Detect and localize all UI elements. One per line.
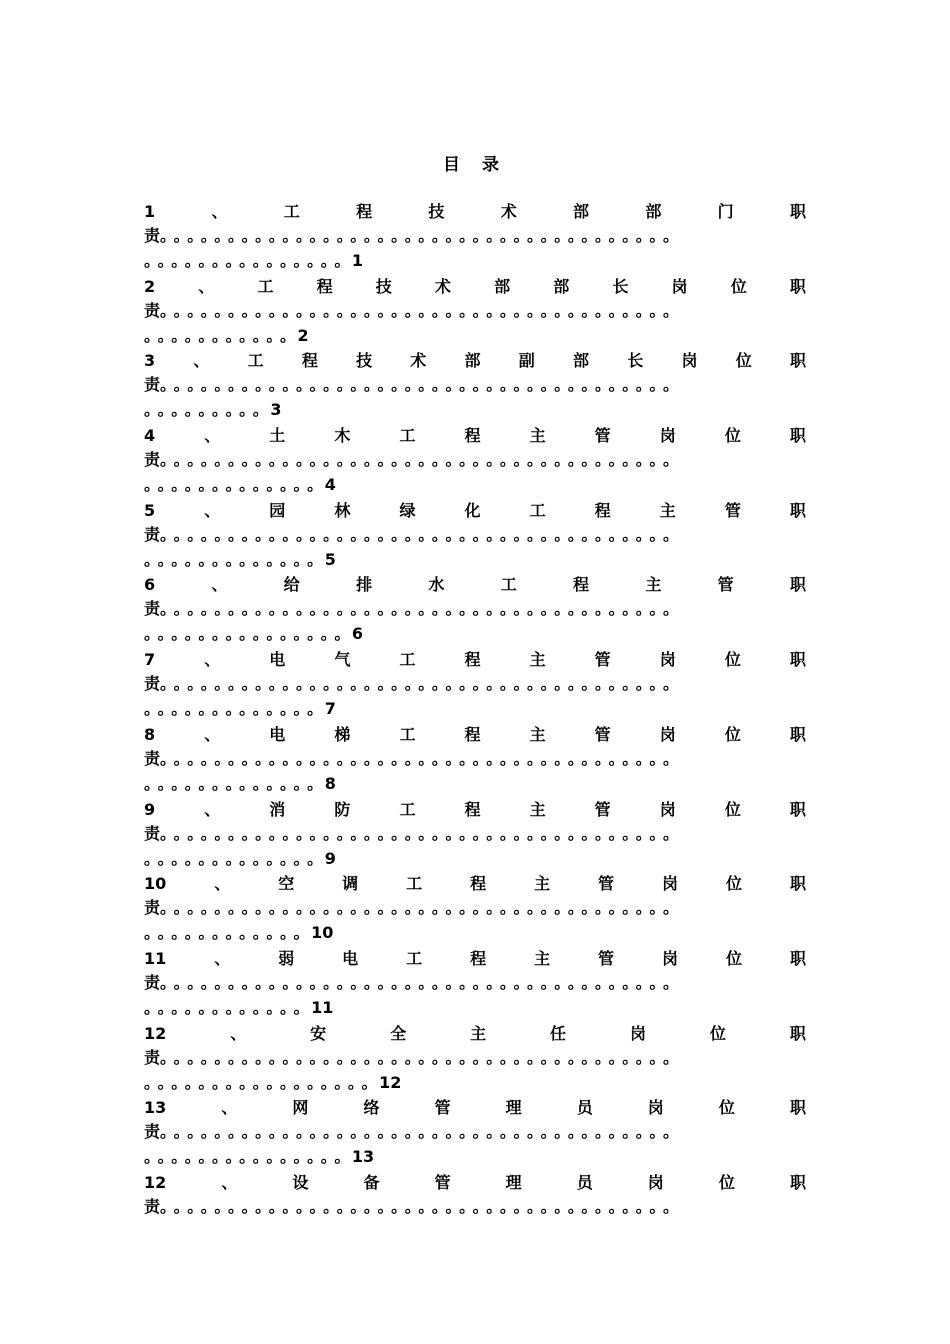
toc-entry-page-line: 。。。。。。。。。。。。。8 <box>144 771 806 797</box>
toc-entry-separator: 、 <box>193 351 210 371</box>
toc-entry-number: 5 <box>144 500 156 520</box>
toc-entry-char: 程 <box>464 650 481 670</box>
toc-entry-page-line: 。。。。。。。。。。。。。。。6 <box>144 621 806 647</box>
toc-entry-leader <box>144 224 806 248</box>
toc-entry-char: 技 <box>375 276 392 296</box>
toc-entry-char: 排 <box>356 575 373 595</box>
toc-entry-heading <box>144 798 806 822</box>
toc-entry-char: 职 <box>789 948 806 968</box>
toc-entry-tail: 责 <box>144 823 161 843</box>
toc-entry-char: 职 <box>789 202 806 221</box>
toc-entry-leader <box>144 448 806 472</box>
toc-entry-char: 管 <box>594 724 611 744</box>
toc-entry-page-line: 。。。。。。。。。。。。10 <box>144 920 806 946</box>
toc-entry[interactable] <box>144 349 806 424</box>
toc-entry-heading <box>144 573 806 597</box>
toc-entry-page-line: 。。。。。。。。。。。。。4 <box>144 472 806 498</box>
toc-entry-page-line: 。。。。。。。。。。。。。。。13 <box>144 1144 806 1170</box>
toc-entry-page-number: 6 <box>351 624 364 644</box>
toc-entry-separator: 、 <box>204 799 221 819</box>
toc-entry-leader <box>144 299 806 323</box>
toc-entry-char: 工 <box>406 948 423 968</box>
toc-entry-page-line: 。。。。。。。。。。。。。9 <box>144 846 806 872</box>
toc-entry-char: 岗 <box>629 1023 646 1043</box>
toc-entry-heading <box>144 275 806 299</box>
toc-entry-char: 部 <box>464 351 481 371</box>
toc-entry-char: 电 <box>342 948 359 968</box>
toc-entry-heading <box>144 872 806 896</box>
toc-entry-separator: 、 <box>221 1098 238 1118</box>
toc-entry-heading <box>144 499 806 523</box>
toc-entry-separator: 、 <box>211 202 228 221</box>
leader-dots: 。。。。。。。。。。。。。。。。。。。。。。。。。。。。。。。。。。。。。。 <box>160 823 679 843</box>
toc-entry-char: 工 <box>500 575 517 595</box>
toc-entry-char: 主 <box>529 650 546 670</box>
toc-entry-char: 工 <box>399 650 416 670</box>
toc-entry-char: 职 <box>789 500 806 520</box>
toc-entry-char: 管 <box>717 575 734 595</box>
toc-entry-char: 管 <box>434 1172 451 1192</box>
toc-entry-heading <box>144 1022 806 1046</box>
toc-entry-page-number: 3 <box>270 400 282 420</box>
toc-entry-page-line: 。。。。。。。。。3 <box>144 397 806 423</box>
toc-entry-char: 岗 <box>659 426 676 446</box>
toc-entry[interactable] <box>144 872 806 947</box>
toc-entry-char: 工 <box>247 351 264 371</box>
toc-entry-char: 程 <box>464 426 481 446</box>
toc-entry-char: 防 <box>334 799 351 819</box>
toc-entry-char: 门 <box>717 202 734 221</box>
toc-entry[interactable] <box>144 200 806 275</box>
toc-entry-page-number: 4 <box>324 475 336 495</box>
toc-entry-leader <box>144 597 806 621</box>
toc-entry-page-number: 9 <box>324 848 336 868</box>
toc-entry-char: 木 <box>334 426 351 446</box>
toc-entry-char: 管 <box>598 948 615 968</box>
toc-entry-char: 岗 <box>647 1098 664 1118</box>
toc-entry[interactable] <box>144 947 806 1022</box>
toc-entry-heading <box>144 349 806 373</box>
toc-entry-leader <box>144 896 806 920</box>
toc-entry-char: 位 <box>735 351 752 371</box>
toc-entry-char: 园 <box>269 500 286 520</box>
toc-entry-char: 管 <box>434 1098 451 1118</box>
leader-dots: 。。。。。。。。。。。。。。。。。。。。。。。。。。。。。。。。。。。。。。 <box>160 450 679 470</box>
toc-entry-separator: 、 <box>204 500 221 520</box>
toc-entry-leader <box>144 672 806 696</box>
toc-entry-char: 管 <box>594 426 611 446</box>
toc-entry-char: 电 <box>269 650 286 670</box>
toc-entry-page-number: 13 <box>351 1147 375 1167</box>
leader-dots: 。。。。。。。。。。。。。。。。。。。。。。。。。。。。。。。。。。。。。。 <box>160 972 679 992</box>
toc-entry-char: 职 <box>789 1023 806 1043</box>
toc-entry-separator: 、 <box>204 426 221 446</box>
toc-entry-char: 主 <box>529 799 546 819</box>
toc-entry-char: 络 <box>363 1098 380 1118</box>
toc-entry[interactable] <box>144 1022 806 1097</box>
toc-entry[interactable] <box>144 275 806 350</box>
toc-entry-separator: 、 <box>198 276 215 296</box>
toc-entry-char: 管 <box>598 874 615 894</box>
toc-entry[interactable] <box>144 648 806 723</box>
leader-dots: 。。。。。。。。。。。。。。。。。。。。。。。。。。。。。。。。。。。。。。 <box>160 226 679 245</box>
toc-entry-number: 8 <box>144 724 156 744</box>
toc-entry-number: 12 <box>144 1023 167 1043</box>
toc-entry-page-number: 8 <box>324 773 336 793</box>
toc-entry-char: 职 <box>789 351 806 371</box>
toc-entry-char: 位 <box>724 724 741 744</box>
toc-entry-char: 程 <box>573 575 590 595</box>
toc-entry[interactable] <box>144 499 806 574</box>
toc-entry-char: 技 <box>428 202 445 221</box>
toc-entry-char: 消 <box>269 799 286 819</box>
toc-entry-heading <box>144 424 806 448</box>
toc-entry[interactable] <box>144 573 806 648</box>
toc-entry-char: 位 <box>724 799 741 819</box>
toc-entry-char: 主 <box>470 1023 487 1043</box>
toc-entry-char: 程 <box>470 874 487 894</box>
toc-entry-heading <box>144 947 806 971</box>
toc-entry-separator: 、 <box>211 575 228 595</box>
toc-entry-char: 员 <box>576 1098 593 1118</box>
toc-entry-char: 岗 <box>681 351 698 371</box>
toc-entry-tail: 责 <box>144 599 161 619</box>
toc-entry-page-line: 。。。。。。。。。。。。。。。1 <box>144 248 806 274</box>
toc-entry-char: 工 <box>529 500 546 520</box>
toc-entry-char: 职 <box>789 799 806 819</box>
toc-entry-separator: 、 <box>204 724 221 744</box>
leader-dots: 。。。。。。。。。。。。。。。。。。。。。。。。。。。。。。。。。。。。。。 <box>160 748 679 768</box>
toc-entry-page-number: 1 <box>351 251 364 270</box>
toc-entry-char: 工 <box>399 724 416 744</box>
toc-entry-char: 主 <box>534 874 551 894</box>
toc-entry-number: 9 <box>144 799 156 819</box>
toc-entry-char: 主 <box>529 426 546 446</box>
toc-entry-char: 职 <box>789 426 806 446</box>
toc-entry-number: 4 <box>144 426 156 446</box>
toc-entry-tail: 责 <box>144 748 161 768</box>
toc-entry-char: 部 <box>573 202 590 221</box>
toc-entry-leader <box>144 822 806 846</box>
leader-dots: 。。。。。。。。。。。。。。。。。。。。。。。。。。。。。。。。。。。。。。 <box>160 898 679 918</box>
toc-entry-char: 任 <box>550 1023 567 1043</box>
toc-entry-char: 主 <box>529 724 546 744</box>
toc-entry[interactable] <box>144 723 806 798</box>
leader-dots: 。。。。。。。。。。。。。。。。。。。。。。。。。。。。。。。。。。。。。。 <box>160 375 679 395</box>
toc-entry-char: 工 <box>399 426 416 446</box>
toc-entry-char: 岗 <box>662 874 679 894</box>
toc-entry-char: 程 <box>301 351 318 371</box>
toc-entry-number: 13 <box>144 1098 167 1118</box>
toc-entry-leader <box>144 1195 806 1219</box>
toc-entry-char: 管 <box>724 500 741 520</box>
toc-entry-leader <box>144 971 806 995</box>
toc-entry-page-number: 11 <box>311 997 334 1017</box>
toc-entry-char: 化 <box>464 500 481 520</box>
toc-entry-char: 全 <box>390 1023 407 1043</box>
toc-entry-char: 长 <box>612 276 629 296</box>
toc-entry-char: 主 <box>645 575 662 595</box>
toc-entry-char: 位 <box>730 276 747 296</box>
toc-entry-number: 6 <box>144 575 156 595</box>
toc-entry-number: 1 <box>144 202 156 221</box>
toc-entry-leader <box>144 373 806 397</box>
toc-entry-char: 主 <box>534 948 551 968</box>
toc-entry-char: 程 <box>464 724 481 744</box>
toc-entry-char: 职 <box>789 650 806 670</box>
toc-entry-number: 3 <box>144 351 156 371</box>
toc-entry-char: 职 <box>789 724 806 744</box>
toc-entry-number: 12 <box>144 1172 167 1192</box>
toc-entry-number: 10 <box>144 874 167 894</box>
toc-entry-heading <box>144 723 806 747</box>
toc-entry-tail: 责 <box>144 226 161 245</box>
toc-entry-char: 术 <box>500 202 517 221</box>
toc-entry-char: 理 <box>505 1172 522 1192</box>
toc-entry-separator: 、 <box>214 948 231 968</box>
toc-entry-char: 设 <box>292 1172 309 1192</box>
toc-entry-tail: 责 <box>144 524 161 544</box>
toc-entry-char: 员 <box>576 1172 593 1192</box>
toc-entry-tail: 责 <box>144 375 161 395</box>
toc-entry-char: 部 <box>573 351 590 371</box>
toc-entry-page-number: 12 <box>379 1072 402 1092</box>
toc-entry-char: 位 <box>718 1172 735 1192</box>
toc-entry-leader <box>144 523 806 547</box>
leader-dots: 。。。。。。。。。。。。。。。。。。。。。。。。。。。。。。。。。。。。。。 <box>160 674 679 694</box>
toc-entry-char: 岗 <box>659 799 676 819</box>
toc-entry-page-line: 。。。。。。。。。。。。。。。。。12 <box>144 1070 806 1096</box>
toc-entry-char: 工 <box>257 276 274 296</box>
toc-entry-char: 岗 <box>659 724 676 744</box>
toc-entry-separator: 、 <box>221 1172 238 1192</box>
toc-entry-leader <box>144 1046 806 1070</box>
toc-entry-number: 7 <box>144 650 156 670</box>
toc-entry-heading <box>144 1096 806 1120</box>
toc-entry-page-line: 。。。。。。。。。。。。11 <box>144 995 806 1021</box>
toc-entry-char: 位 <box>718 1098 735 1118</box>
toc-entry-char: 职 <box>789 575 806 595</box>
toc-entry-char: 岗 <box>647 1172 664 1192</box>
toc-entry-leader <box>144 747 806 771</box>
toc-entry-char: 职 <box>789 276 806 296</box>
toc-entry-char: 工 <box>283 202 300 221</box>
toc-entry-char: 土 <box>269 426 286 446</box>
toc-entry-char: 网 <box>292 1098 309 1118</box>
toc-entry-char: 气 <box>334 650 351 670</box>
toc-entry-heading <box>144 1171 806 1195</box>
leader-dots: 。。。。。。。。。。。。。。。。。。。。。。。。。。。。。。。。。。。。。。 <box>160 300 679 320</box>
toc-entry-page-number: 5 <box>324 549 336 569</box>
toc-entry-tail: 责 <box>144 300 161 320</box>
toc-entry-number: 2 <box>144 276 156 296</box>
toc-entry-char: 绿 <box>399 500 416 520</box>
toc-entry-char: 给 <box>283 575 300 595</box>
toc-entry-leader <box>144 1120 806 1144</box>
toc-entry-tail: 责 <box>144 1196 161 1216</box>
toc-entry-tail: 责 <box>144 898 161 918</box>
toc-entry-separator: 、 <box>204 650 221 670</box>
toc-entry-char: 主 <box>659 500 676 520</box>
toc-entry-char: 部 <box>553 276 570 296</box>
toc-entry-char: 副 <box>518 351 535 371</box>
toc-entry-char: 位 <box>724 650 741 670</box>
toc-entry-tail: 责 <box>144 450 161 470</box>
toc-entry[interactable] <box>144 1171 806 1246</box>
toc-entry-char: 术 <box>410 351 427 371</box>
toc-entry-char: 电 <box>269 724 286 744</box>
toc-entry-char: 管 <box>594 799 611 819</box>
toc-entry-char: 空 <box>278 874 295 894</box>
toc-entry-char: 程 <box>316 276 333 296</box>
toc-entry-char: 弱 <box>278 948 295 968</box>
toc-entry-char: 职 <box>789 1098 806 1118</box>
toc-entry-char: 程 <box>464 799 481 819</box>
toc-entry-tail: 责 <box>144 972 161 992</box>
toc-entry-page-number: 10 <box>311 923 334 943</box>
toc-entry-char: 位 <box>725 874 742 894</box>
toc-entry-page-number: 2 <box>297 325 309 345</box>
toc-entry-separator: 、 <box>230 1023 247 1043</box>
toc-title: 目 录 <box>443 155 507 175</box>
toc-entry-char: 部 <box>494 276 511 296</box>
toc-entry-char: 术 <box>434 276 451 296</box>
toc-entry-char: 技 <box>356 351 373 371</box>
toc-entry-char: 职 <box>789 874 806 894</box>
toc-entry-char: 长 <box>627 351 644 371</box>
toc-entry-char: 管 <box>594 650 611 670</box>
leader-dots: 。。。。。。。。。。。。。。。。。。。。。。。。。。。。。。。。。。。。。。 <box>160 1047 679 1067</box>
toc-entry-char: 工 <box>399 799 416 819</box>
toc-entry-char: 岗 <box>671 276 688 296</box>
toc-entry-char: 位 <box>724 426 741 446</box>
toc-entry-char: 理 <box>505 1098 522 1118</box>
toc-entry-page-line: 。。。。。。。。。。。2 <box>144 323 806 349</box>
toc-entry[interactable] <box>144 424 806 499</box>
toc-entries <box>144 200 806 1246</box>
toc-entry-page-line: 。。。。。。。。。。。。。5 <box>144 547 806 573</box>
toc-entry-char: 程 <box>470 948 487 968</box>
toc-entry-char: 备 <box>363 1172 380 1192</box>
toc-entry-char: 林 <box>334 500 351 520</box>
toc-entry-heading <box>144 648 806 672</box>
toc-entry-page-number: 7 <box>324 699 336 719</box>
toc-entry-char: 梯 <box>334 724 351 744</box>
toc-entry-char: 调 <box>342 874 359 894</box>
toc-entry-char: 安 <box>310 1023 327 1043</box>
leader-dots: 。。。。。。。。。。。。。。。。。。。。。。。。。。。。。。。。。。。。。。 <box>160 1122 679 1142</box>
toc-entry-char: 位 <box>725 948 742 968</box>
toc-entry-char: 水 <box>428 575 445 595</box>
toc-entry[interactable] <box>144 798 806 873</box>
toc-entry-char: 岗 <box>662 948 679 968</box>
toc-entry-page-line: 。。。。。。。。。。。。。7 <box>144 696 806 722</box>
toc-entry-heading <box>144 200 806 224</box>
toc-entry[interactable] <box>144 1096 806 1171</box>
toc-entry-char: 程 <box>356 202 373 221</box>
toc-entry-separator: 、 <box>214 874 231 894</box>
toc-entry-char: 程 <box>594 500 611 520</box>
toc-entry-char: 职 <box>789 1172 806 1192</box>
toc-entry-char: 工 <box>406 874 423 894</box>
toc-entry-tail: 责 <box>144 674 161 694</box>
toc-entry-char: 位 <box>709 1023 726 1043</box>
toc-entry-char: 部 <box>645 202 662 221</box>
toc-entry-tail: 责 <box>144 1047 161 1067</box>
leader-dots: 。。。。。。。。。。。。。。。。。。。。。。。。。。。。。。。。。。。。。。 <box>160 599 679 619</box>
toc-entry-number: 11 <box>144 948 167 968</box>
leader-dots: 。。。。。。。。。。。。。。。。。。。。。。。。。。。。。。。。。。。。。。 <box>160 524 679 544</box>
toc-entry-tail: 责 <box>144 1122 161 1142</box>
leader-dots: 。。。。。。。。。。。。。。。。。。。。。。。。。。。。。。。。。。。。。。 <box>160 1196 679 1216</box>
toc-entry-char: 岗 <box>659 650 676 670</box>
